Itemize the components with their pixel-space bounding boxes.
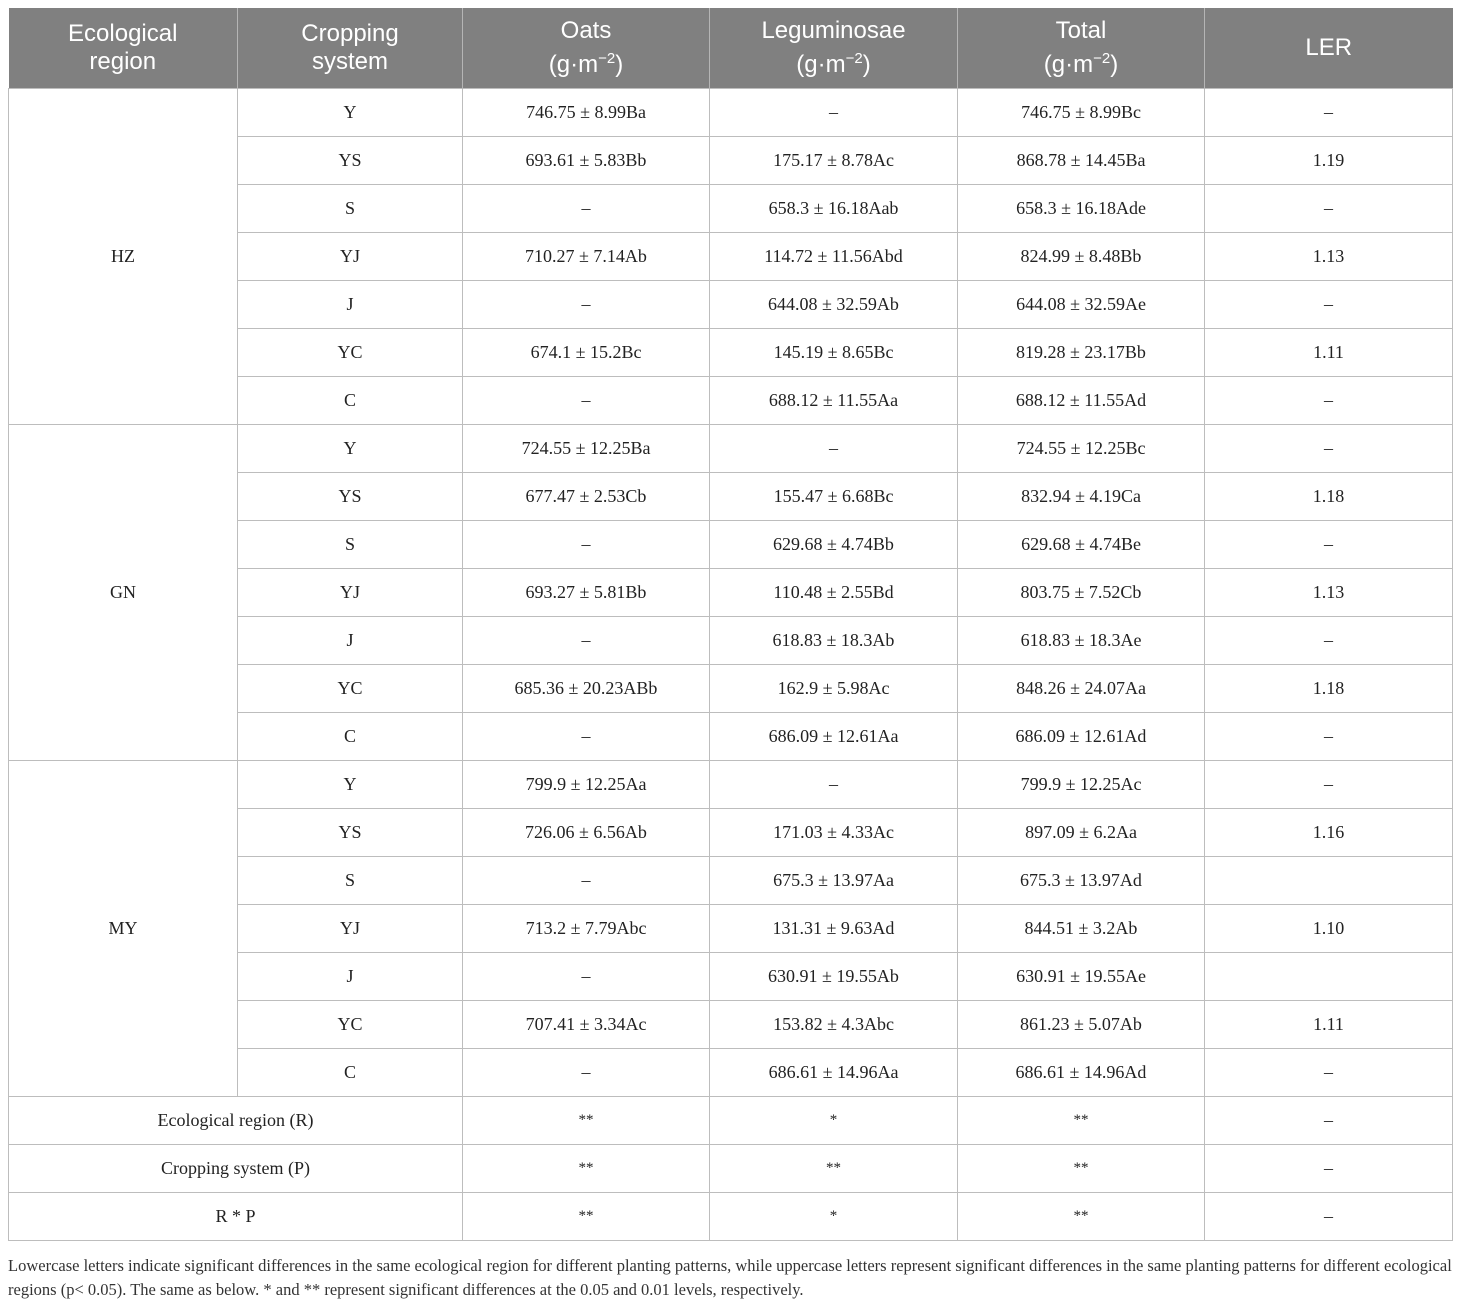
cell-oats: 726.06 ± 6.56Ab	[463, 809, 710, 857]
cell-total: 799.9 ± 12.25Ac	[958, 761, 1205, 809]
cell-total: 832.94 ± 4.19Ca	[958, 473, 1205, 521]
cell-cropping-system: J	[238, 953, 463, 1001]
cell-leguminosae: 110.48 ± 2.55Bd	[710, 569, 958, 617]
cell-total: 897.09 ± 6.2Aa	[958, 809, 1205, 857]
cell-leguminosae: 153.82 ± 4.3Abc	[710, 1001, 958, 1049]
cell-ler: 1.13	[1205, 233, 1453, 281]
header-oats-unit: (g·m	[548, 51, 599, 78]
cell-leguminosae-significance: **	[710, 1145, 958, 1193]
stat-row	[9, 1193, 1453, 1241]
cell-leguminosae: 644.08 ± 32.59Ab	[710, 281, 958, 329]
cell-ler: 1.16	[1205, 809, 1453, 857]
data-table	[8, 8, 1453, 1241]
cell-oats: 746.75 ± 8.99Ba	[463, 89, 710, 137]
cell-stat-label: Ecological region (R)	[9, 1097, 463, 1145]
header-leguminosae-unit: (g·m	[796, 51, 846, 78]
header-total-unit-exp: −2	[1093, 50, 1111, 67]
cell-oats-significance: **	[463, 1097, 710, 1145]
cell-cropping-system: YC	[238, 1001, 463, 1049]
cell-ler: –	[1205, 281, 1453, 329]
cell-oats: 677.47 ± 2.53Cb	[463, 473, 710, 521]
cell-stat-label: R * P	[9, 1193, 463, 1241]
cell-ler: –	[1205, 521, 1453, 569]
cell-oats: 685.36 ± 20.23ABb	[463, 665, 710, 713]
cell-total: 675.3 ± 13.97Ad	[958, 857, 1205, 905]
cell-leguminosae: 131.31 ± 9.63Ad	[710, 905, 958, 953]
cell-oats-significance: **	[463, 1193, 710, 1241]
cell-total-significance: **	[958, 1145, 1205, 1193]
cell-total: 824.99 ± 8.48Bb	[958, 233, 1205, 281]
header-total-unit-close: )	[1110, 51, 1119, 78]
cell-oats: –	[463, 281, 710, 329]
cell-ler-significance: –	[1205, 1097, 1453, 1145]
header-row	[9, 8, 1453, 89]
header-leguminosae-unit-close: )	[862, 51, 871, 78]
cell-leguminosae-significance: *	[710, 1097, 958, 1145]
cell-ler: –	[1205, 1049, 1453, 1097]
cell-ler: 1.10	[1205, 905, 1453, 953]
cell-total: 688.12 ± 11.55Ad	[958, 377, 1205, 425]
header-leguminosae	[710, 8, 958, 89]
cell-total: 630.91 ± 19.55Ae	[958, 953, 1205, 1001]
cell-oats: –	[463, 857, 710, 905]
header-ecological-region-line1: Ecological	[68, 20, 178, 47]
header-total-unit: (g·m	[1043, 51, 1094, 78]
cell-ler	[1205, 953, 1453, 1001]
header-oats-unit-exp: −2	[598, 50, 616, 67]
cell-ler: 1.13	[1205, 569, 1453, 617]
cell-oats: 674.1 ± 15.2Bc	[463, 329, 710, 377]
cell-cropping-system: Y	[238, 425, 463, 473]
cell-leguminosae-significance: *	[710, 1193, 958, 1241]
cell-oats: 707.41 ± 3.34Ac	[463, 1001, 710, 1049]
cell-total: 686.61 ± 14.96Ad	[958, 1049, 1205, 1097]
header-oats	[463, 8, 710, 89]
cell-oats: –	[463, 521, 710, 569]
cell-total: 803.75 ± 7.52Cb	[958, 569, 1205, 617]
cell-cropping-system: C	[238, 1049, 463, 1097]
header-oats-title: Oats	[560, 17, 612, 44]
cell-ler: 1.11	[1205, 1001, 1453, 1049]
table-row	[9, 425, 1453, 473]
cell-ler: –	[1205, 713, 1453, 761]
cell-ler	[1205, 857, 1453, 905]
cell-leguminosae: 618.83 ± 18.3Ab	[710, 617, 958, 665]
table-footnote: Lowercase letters indicate significant differences in the same ecological region for different planting patterns, while uppercase letters represent significant differences in the same planting patterns for different ecological regions (p< 0.05). The same as below. * and ** represent significant differences at the 0.05 and 0.01 levels, respectively.	[8, 1256, 1452, 1299]
cell-total: 658.3 ± 16.18Ade	[958, 185, 1205, 233]
table-row	[9, 761, 1453, 809]
cell-cropping-system: J	[238, 617, 463, 665]
cell-leguminosae: 162.9 ± 5.98Ac	[710, 665, 958, 713]
cell-ler: –	[1205, 761, 1453, 809]
cell-stat-label: Cropping system (P)	[9, 1145, 463, 1193]
cell-ler: 1.18	[1205, 473, 1453, 521]
cell-total: 819.28 ± 23.17Bb	[958, 329, 1205, 377]
cell-total: 686.09 ± 12.61Ad	[958, 713, 1205, 761]
cell-total: 644.08 ± 32.59Ae	[958, 281, 1205, 329]
cell-oats: –	[463, 377, 710, 425]
cell-cropping-system: C	[238, 377, 463, 425]
header-ler: LER	[1205, 8, 1453, 89]
cell-cropping-system: YJ	[238, 905, 463, 953]
cell-oats: –	[463, 953, 710, 1001]
cell-cropping-system: S	[238, 521, 463, 569]
cell-total-significance: **	[958, 1097, 1205, 1145]
cell-cropping-system: YJ	[238, 569, 463, 617]
cell-total-significance: **	[958, 1193, 1205, 1241]
stat-row	[9, 1097, 1453, 1145]
table-row	[9, 89, 1453, 137]
cell-ler: 1.19	[1205, 137, 1453, 185]
cell-cropping-system: YC	[238, 329, 463, 377]
cell-cropping-system: Y	[238, 89, 463, 137]
header-leguminosae-title: Leguminosae	[761, 17, 906, 44]
cell-total: 848.26 ± 24.07Aa	[958, 665, 1205, 713]
cell-ecological-region: HZ	[9, 89, 238, 425]
header-total	[958, 8, 1205, 89]
cell-leguminosae: 145.19 ± 8.65Bc	[710, 329, 958, 377]
cell-total: 844.51 ± 3.2Ab	[958, 905, 1205, 953]
cell-total: 868.78 ± 14.45Ba	[958, 137, 1205, 185]
cell-ler: –	[1205, 425, 1453, 473]
cell-leguminosae: –	[710, 89, 958, 137]
cell-oats: 724.55 ± 12.25Ba	[463, 425, 710, 473]
cell-oats: 693.27 ± 5.81Bb	[463, 569, 710, 617]
cell-oats: 713.2 ± 7.79Abc	[463, 905, 710, 953]
stat-row	[9, 1145, 1453, 1193]
cell-leguminosae: 171.03 ± 4.33Ac	[710, 809, 958, 857]
cell-total: 629.68 ± 4.74Be	[958, 521, 1205, 569]
cell-ecological-region: GN	[9, 425, 238, 761]
header-cropping-system-line2: system	[311, 48, 388, 75]
cell-total: 746.75 ± 8.99Bc	[958, 89, 1205, 137]
cell-cropping-system: Y	[238, 761, 463, 809]
cell-cropping-system: J	[238, 281, 463, 329]
cell-ler: –	[1205, 185, 1453, 233]
cell-oats: –	[463, 185, 710, 233]
cell-total: 618.83 ± 18.3Ae	[958, 617, 1205, 665]
cell-total: 861.23 ± 5.07Ab	[958, 1001, 1205, 1049]
cell-ler-significance: –	[1205, 1193, 1453, 1241]
cell-oats: 799.9 ± 12.25Aa	[463, 761, 710, 809]
cell-leguminosae: –	[710, 425, 958, 473]
table-body	[9, 89, 1453, 1241]
cell-ecological-region: MY	[9, 761, 238, 1097]
cell-oats: –	[463, 713, 710, 761]
cell-leguminosae: 155.47 ± 6.68Bc	[710, 473, 958, 521]
cell-cropping-system: S	[238, 857, 463, 905]
cell-oats: –	[463, 1049, 710, 1097]
cell-leguminosae: –	[710, 761, 958, 809]
cell-ler: –	[1205, 89, 1453, 137]
cell-ler: –	[1205, 377, 1453, 425]
cell-oats: –	[463, 617, 710, 665]
cell-cropping-system: YC	[238, 665, 463, 713]
header-total-title: Total	[1055, 17, 1107, 44]
cell-leguminosae: 675.3 ± 13.97Aa	[710, 857, 958, 905]
cell-cropping-system: C	[238, 713, 463, 761]
cell-cropping-system: YS	[238, 137, 463, 185]
cell-ler: 1.18	[1205, 665, 1453, 713]
cell-total: 724.55 ± 12.25Bc	[958, 425, 1205, 473]
cell-leguminosae: 629.68 ± 4.74Bb	[710, 521, 958, 569]
cell-cropping-system: S	[238, 185, 463, 233]
cell-leguminosae: 114.72 ± 11.56Abd	[710, 233, 958, 281]
cell-cropping-system: YS	[238, 809, 463, 857]
cell-ler: –	[1205, 617, 1453, 665]
cell-ler: 1.11	[1205, 329, 1453, 377]
cell-oats-significance: **	[463, 1145, 710, 1193]
cell-cropping-system: YJ	[238, 233, 463, 281]
header-oats-unit-close: )	[615, 51, 624, 78]
cell-leguminosae: 686.61 ± 14.96Aa	[710, 1049, 958, 1097]
cell-leguminosae: 630.91 ± 19.55Ab	[710, 953, 958, 1001]
header-leguminosae-unit-exp: −2	[845, 50, 863, 67]
cell-leguminosae: 688.12 ± 11.55Aa	[710, 377, 958, 425]
cell-cropping-system: YS	[238, 473, 463, 521]
cell-oats: 693.61 ± 5.83Bb	[463, 137, 710, 185]
cell-leguminosae: 658.3 ± 16.18Aab	[710, 185, 958, 233]
header-cropping-system-line1: Cropping	[301, 20, 399, 47]
header-cropping-system	[238, 8, 463, 89]
cell-oats: 710.27 ± 7.14Ab	[463, 233, 710, 281]
cell-leguminosae: 686.09 ± 12.61Aa	[710, 713, 958, 761]
header-ecological-region	[9, 8, 238, 89]
cell-leguminosae: 175.17 ± 8.78Ac	[710, 137, 958, 185]
header-ecological-region-line2: region	[89, 48, 157, 75]
cell-ler-significance: –	[1205, 1145, 1453, 1193]
